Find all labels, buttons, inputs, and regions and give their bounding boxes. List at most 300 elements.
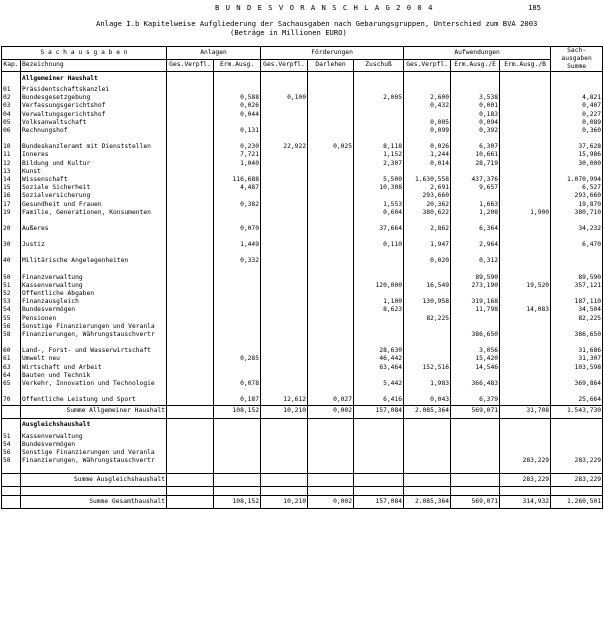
cell-a-ges xyxy=(167,339,214,347)
cell-bez: Wissenschaft xyxy=(21,176,167,184)
cell-kap: 30 xyxy=(2,241,21,249)
cell-f-zusch xyxy=(354,119,404,127)
cell-a-ges xyxy=(167,176,214,184)
cell-f-darl xyxy=(308,111,354,119)
cell-a-ges xyxy=(167,474,214,487)
cell-bez: Finanzverwaltung xyxy=(21,274,167,282)
table-row xyxy=(2,241,603,249)
cell-a-ges xyxy=(167,135,214,143)
cell-w-erm-b xyxy=(500,143,551,151)
cell-w-ges xyxy=(404,135,451,143)
cell-w-ges: 0,432 xyxy=(404,102,451,110)
cell-w-ges xyxy=(404,449,451,457)
cell-f-darl xyxy=(308,355,354,363)
cell-a-erm: 0,588 xyxy=(214,94,261,102)
cell-a-erm xyxy=(214,372,261,380)
page-title: Anlage I.b Kapitelweise Aufgliederung der Sachausgaben nach Gebarungsgruppen, Unterschied zum BVA 2003 xyxy=(96,19,538,28)
cell-w-ges: 2.085,364 xyxy=(404,405,451,418)
cell-kap: 01 xyxy=(2,86,21,94)
cell-w-erm-b xyxy=(500,241,551,249)
cell-a-erm xyxy=(214,298,261,306)
cell-f-zusch xyxy=(354,217,404,225)
cell-f-zusch: 46,442 xyxy=(354,355,404,363)
cell-f-zusch: 2,307 xyxy=(354,160,404,168)
cell-w-erm-e: 386,650 xyxy=(451,331,500,339)
cell-w-erm-e: 15,420 xyxy=(451,355,500,363)
cell-w-erm-e: 3,056 xyxy=(451,347,500,355)
cell-bez: Finanzierungen, Währungstauschvertr xyxy=(21,331,167,339)
cell-f-ges xyxy=(261,474,308,487)
cell-w-erm-e xyxy=(451,249,500,257)
cell-f-zusch: 8,623 xyxy=(354,306,404,314)
cell-a-ges xyxy=(167,418,214,433)
cell-w-erm-b xyxy=(500,465,551,474)
page-subtitle: (Beträge in Millionen EURO) xyxy=(230,28,347,37)
cell-bez: Verwaltungsgerichtshof xyxy=(21,111,167,119)
cell-a-erm xyxy=(214,282,261,290)
table-row xyxy=(2,143,603,151)
cell-f-zusch: 1,553 xyxy=(354,201,404,209)
cell-summe xyxy=(551,433,603,441)
cell-w-erm-e: 1,208 xyxy=(451,209,500,217)
cell-a-ges xyxy=(167,111,214,119)
cell-w-ges: 1,947 xyxy=(404,241,451,249)
cell-f-darl xyxy=(308,225,354,233)
cell-w-erm-e: 2,964 xyxy=(451,241,500,249)
cell-a-erm xyxy=(214,86,261,94)
cell-w-ges: 20,362 xyxy=(404,201,451,209)
cell-summe: 4,821 xyxy=(551,94,603,102)
cell-w-erm-b xyxy=(500,225,551,233)
cell-a-erm: 0,078 xyxy=(214,380,261,388)
table-row xyxy=(2,372,603,380)
cell-f-ges xyxy=(261,209,308,217)
cell-kap: 15 xyxy=(2,184,21,192)
cell-kap xyxy=(2,487,21,496)
cell-w-erm-e: 6,364 xyxy=(451,225,500,233)
cell-w-erm-b xyxy=(500,119,551,127)
cell-w-erm-e xyxy=(451,441,500,449)
cell-summe: 1.260,501 xyxy=(551,496,603,509)
cell-kap: 54 xyxy=(2,306,21,314)
cell-w-ges xyxy=(404,487,451,496)
cell-a-erm xyxy=(214,192,261,200)
cell-summe xyxy=(551,249,603,257)
cell-w-ges: 2,862 xyxy=(404,225,451,233)
cell-summe xyxy=(551,290,603,298)
cell-bez: Verfassungsgerichtshof xyxy=(21,102,167,110)
cell-f-darl xyxy=(308,372,354,380)
cell-f-zusch: 157,084 xyxy=(354,405,404,418)
cell-f-zusch xyxy=(354,111,404,119)
cell-f-ges xyxy=(261,233,308,241)
cell-summe xyxy=(551,418,603,433)
cell-a-ges xyxy=(167,127,214,135)
cell-f-darl xyxy=(308,339,354,347)
cell-a-erm: 1,040 xyxy=(214,160,261,168)
cell-w-ges xyxy=(404,457,451,465)
cell-a-erm xyxy=(214,449,261,457)
cell-bez: Bundesvermögen xyxy=(21,441,167,449)
cell-a-ges xyxy=(167,233,214,241)
cell-summe xyxy=(551,233,603,241)
cell-bez: Summe Ausgleichshaushalt xyxy=(21,474,167,487)
cell-summe: 31,307 xyxy=(551,355,603,363)
table-row xyxy=(2,380,603,388)
cell-summe xyxy=(551,465,603,474)
cell-kap: 51 xyxy=(2,282,21,290)
spacer-row xyxy=(2,249,603,257)
cell-f-darl xyxy=(308,290,354,298)
cell-w-erm-b xyxy=(500,86,551,94)
cell-bez: Familie, Generationen, Konsumenten xyxy=(21,209,167,217)
cell-w-ges: 0,005 xyxy=(404,119,451,127)
cell-a-ges xyxy=(167,396,214,405)
cell-a-ges xyxy=(167,323,214,331)
cell-f-ges xyxy=(261,192,308,200)
cell-w-erm-b xyxy=(500,441,551,449)
header-anlagen: Anlagen xyxy=(167,47,261,60)
cell-a-ges xyxy=(167,355,214,363)
cell-a-ges xyxy=(167,72,214,87)
col-bezeichnung: Bezeichnung xyxy=(21,59,167,72)
cell-w-erm-b xyxy=(500,487,551,496)
cell-a-erm: 108,152 xyxy=(214,496,261,509)
page-number: 185 xyxy=(528,3,541,12)
cell-w-erm-b xyxy=(500,102,551,110)
cell-f-darl xyxy=(308,433,354,441)
cell-kap: 63 xyxy=(2,364,21,372)
cell-w-erm-e xyxy=(451,72,500,87)
cell-kap xyxy=(2,474,21,487)
cell-f-darl xyxy=(308,282,354,290)
spacer-row xyxy=(2,388,603,396)
cell-w-erm-e xyxy=(451,86,500,94)
cell-kap xyxy=(2,405,21,418)
cell-kap: 16 xyxy=(2,192,21,200)
cell-summe xyxy=(551,72,603,87)
cell-w-erm-e: 6,307 xyxy=(451,143,500,151)
cell-f-zusch: 0,604 xyxy=(354,209,404,217)
cell-summe xyxy=(551,257,603,265)
cell-a-erm: 0,382 xyxy=(214,201,261,209)
sachausgaben-table xyxy=(1,46,603,509)
cell-a-erm xyxy=(214,331,261,339)
cell-f-ges xyxy=(261,168,308,176)
cell-w-erm-e xyxy=(451,315,500,323)
cell-f-zusch: 0,110 xyxy=(354,241,404,249)
table-row xyxy=(2,449,603,457)
cell-kap xyxy=(2,339,21,347)
cell-w-ges: 0,014 xyxy=(404,160,451,168)
cell-f-darl xyxy=(308,209,354,217)
cell-kap: 56 xyxy=(2,449,21,457)
cell-bez: Wirtschaft und Arbeit xyxy=(21,364,167,372)
col-kap: Kap. xyxy=(2,59,21,72)
cell-bez: Bundesvermögen xyxy=(21,306,167,314)
cell-a-ges xyxy=(167,388,214,396)
cell-w-ges: 16,549 xyxy=(404,282,451,290)
cell-summe: 283,229 xyxy=(551,474,603,487)
cell-kap xyxy=(2,465,21,474)
cell-bez: Justiz xyxy=(21,241,167,249)
cell-bez: Gesundheit und Frauen xyxy=(21,201,167,209)
section-row xyxy=(2,418,603,433)
cell-f-darl xyxy=(308,249,354,257)
cell-a-ges xyxy=(167,298,214,306)
cell-f-zusch xyxy=(354,290,404,298)
spacer-row xyxy=(2,339,603,347)
cell-bez xyxy=(21,135,167,143)
cell-bez: Kassenverwaltung xyxy=(21,282,167,290)
cell-f-ges xyxy=(261,266,308,274)
cell-kap: 65 xyxy=(2,380,21,388)
cell-kap: 58 xyxy=(2,331,21,339)
cell-f-darl xyxy=(308,160,354,168)
cell-kap xyxy=(2,418,21,433)
cell-kap: 02 xyxy=(2,94,21,102)
cell-summe: 15,986 xyxy=(551,151,603,159)
col-foerderungen-darlehen: Darlehen xyxy=(308,59,354,72)
cell-f-zusch xyxy=(354,274,404,282)
cell-summe: 187,110 xyxy=(551,298,603,306)
cell-a-erm xyxy=(214,72,261,87)
cell-kap: 61 xyxy=(2,355,21,363)
cell-summe: 34,504 xyxy=(551,306,603,314)
cell-w-erm-e: 6,379 xyxy=(451,396,500,405)
cell-summe: 30,000 xyxy=(551,160,603,168)
cell-a-erm: 108,152 xyxy=(214,405,261,418)
cell-kap: 50 xyxy=(2,274,21,282)
cell-w-ges xyxy=(404,474,451,487)
sum-row xyxy=(2,405,603,418)
cell-w-erm-e: 89,590 xyxy=(451,274,500,282)
cell-f-ges xyxy=(261,241,308,249)
cell-w-erm-e: 319,168 xyxy=(451,298,500,306)
cell-w-erm-b xyxy=(500,339,551,347)
cell-summe xyxy=(551,388,603,396)
cell-bez: Summe Allgemeiner Haushalt xyxy=(21,405,167,418)
cell-summe xyxy=(551,266,603,274)
cell-f-ges xyxy=(261,339,308,347)
cell-a-ges xyxy=(167,266,214,274)
cell-summe: 1.070,994 xyxy=(551,176,603,184)
cell-w-ges xyxy=(404,418,451,433)
cell-w-ges: 2,600 xyxy=(404,94,451,102)
cell-a-erm: 0,044 xyxy=(214,111,261,119)
cell-summe: 386,650 xyxy=(551,331,603,339)
cell-summe: 0,227 xyxy=(551,111,603,119)
cell-kap: 58 xyxy=(2,457,21,465)
cell-w-erm-e xyxy=(451,135,500,143)
cell-f-zusch: 157,084 xyxy=(354,496,404,509)
cell-w-erm-e: 273,190 xyxy=(451,282,500,290)
spacer-row xyxy=(2,266,603,274)
cell-summe: 0,360 xyxy=(551,127,603,135)
header-sachausgaben: S a c h a u s g a b e n xyxy=(2,47,167,60)
cell-w-erm-e: 0,312 xyxy=(451,257,500,265)
cell-f-darl xyxy=(308,331,354,339)
cell-bez: Pensionen xyxy=(21,315,167,323)
cell-summe: 0,089 xyxy=(551,119,603,127)
spacer-row xyxy=(2,233,603,241)
cell-bez: Ausgleichshaushalt xyxy=(21,418,167,433)
cell-bez xyxy=(21,487,167,496)
col-anlagen-ges-verpfl: Ges.Verpfl. xyxy=(167,59,214,72)
cell-kap: 40 xyxy=(2,257,21,265)
header-foerderungen: Förderungen xyxy=(261,47,404,60)
cell-f-ges xyxy=(261,282,308,290)
cell-bez: Summe Gesamthaushalt xyxy=(21,496,167,509)
cell-f-ges xyxy=(261,441,308,449)
cell-f-darl xyxy=(308,257,354,265)
cell-w-ges: 0,099 xyxy=(404,127,451,135)
cell-w-erm-e: 3,538 xyxy=(451,94,500,102)
cell-a-erm: 4,487 xyxy=(214,184,261,192)
cell-w-erm-e: 437,376 xyxy=(451,176,500,184)
cell-f-ges xyxy=(261,290,308,298)
cell-bez: Militärische Angelegenheiten xyxy=(21,257,167,265)
cell-summe xyxy=(551,135,603,143)
cell-f-zusch xyxy=(354,331,404,339)
cell-f-ges xyxy=(261,249,308,257)
cell-a-ges xyxy=(167,290,214,298)
cell-f-zusch xyxy=(354,441,404,449)
cell-f-ges: 10,210 xyxy=(261,405,308,418)
cell-f-darl xyxy=(308,306,354,314)
cell-f-darl xyxy=(308,465,354,474)
cell-a-ges xyxy=(167,282,214,290)
cell-f-darl xyxy=(308,86,354,94)
cell-f-darl xyxy=(308,457,354,465)
cell-kap: 53 xyxy=(2,298,21,306)
cell-f-ges xyxy=(261,465,308,474)
table-row xyxy=(2,94,603,102)
cell-w-erm-b: 314,932 xyxy=(500,496,551,509)
cell-f-ges xyxy=(261,306,308,314)
cell-f-darl: 0,027 xyxy=(308,396,354,405)
cell-a-erm xyxy=(214,433,261,441)
cell-bez: Sozialversicherung xyxy=(21,192,167,200)
cell-f-zusch xyxy=(354,323,404,331)
cell-w-ges xyxy=(404,331,451,339)
cell-a-ges xyxy=(167,257,214,265)
cell-summe: 293,660 xyxy=(551,192,603,200)
cell-summe: 37,628 xyxy=(551,143,603,151)
cell-w-ges xyxy=(404,217,451,225)
header-aufwendungen: Aufwendungen xyxy=(404,47,551,60)
cell-f-ges: 0,100 xyxy=(261,94,308,102)
cell-w-erm-b xyxy=(500,266,551,274)
cell-f-darl xyxy=(308,315,354,323)
cell-w-erm-b: 31,708 xyxy=(500,405,551,418)
cell-f-zusch xyxy=(354,249,404,257)
cell-f-zusch xyxy=(354,372,404,380)
cell-w-erm-b xyxy=(500,111,551,119)
cell-summe: 31,686 xyxy=(551,347,603,355)
cell-w-erm-e xyxy=(451,465,500,474)
cell-f-ges xyxy=(261,487,308,496)
cell-w-erm-b: 14,083 xyxy=(500,306,551,314)
cell-f-ges xyxy=(261,127,308,135)
table-row xyxy=(2,151,603,159)
table-row xyxy=(2,257,603,265)
table-row xyxy=(2,355,603,363)
table-row xyxy=(2,160,603,168)
table-row xyxy=(2,323,603,331)
cell-summe: 1.543,730 xyxy=(551,405,603,418)
cell-w-erm-e xyxy=(451,168,500,176)
cell-w-erm-b xyxy=(500,184,551,192)
cell-a-ges xyxy=(167,457,214,465)
cell-w-erm-e xyxy=(451,339,500,347)
cell-a-erm xyxy=(214,418,261,433)
cell-f-ges xyxy=(261,86,308,94)
cell-w-ges: 0,020 xyxy=(404,257,451,265)
cell-w-erm-e xyxy=(451,217,500,225)
cell-w-ges: 82,225 xyxy=(404,315,451,323)
cell-f-zusch xyxy=(354,266,404,274)
cell-summe xyxy=(551,323,603,331)
cell-w-erm-b: 283,229 xyxy=(500,474,551,487)
cell-a-ges xyxy=(167,449,214,457)
cell-summe: 89,590 xyxy=(551,274,603,282)
cell-f-ges xyxy=(261,433,308,441)
cell-a-erm xyxy=(214,249,261,257)
cell-a-erm: 0,026 xyxy=(214,102,261,110)
cell-bez: Finanzierungen, Währungstauschvertr xyxy=(21,457,167,465)
cell-kap: 14 xyxy=(2,176,21,184)
cell-summe xyxy=(551,168,603,176)
cell-a-erm: 0,070 xyxy=(214,225,261,233)
cell-w-erm-b xyxy=(500,72,551,87)
cell-w-erm-b xyxy=(500,274,551,282)
cell-f-zusch: 120,000 xyxy=(354,282,404,290)
cell-f-ges xyxy=(261,298,308,306)
cell-w-erm-b xyxy=(500,298,551,306)
cell-kap: 05 xyxy=(2,119,21,127)
cell-bez: Sonstige Finanzierungen und Veranla xyxy=(21,323,167,331)
cell-summe xyxy=(551,372,603,380)
cell-f-darl xyxy=(308,217,354,225)
cell-f-zusch xyxy=(354,257,404,265)
cell-f-ges xyxy=(261,119,308,127)
cell-w-erm-e xyxy=(451,474,500,487)
cell-f-zusch xyxy=(354,449,404,457)
cell-a-erm xyxy=(214,135,261,143)
cell-w-ges xyxy=(404,339,451,347)
cell-summe: 369,864 xyxy=(551,380,603,388)
table-row xyxy=(2,168,603,176)
cell-kap xyxy=(2,266,21,274)
cell-kap: 03 xyxy=(2,102,21,110)
cell-f-zusch: 2,005 xyxy=(354,94,404,102)
sum-row xyxy=(2,474,603,487)
cell-w-ges xyxy=(404,168,451,176)
cell-bez: Umwelt neu xyxy=(21,355,167,363)
cell-w-erm-b xyxy=(500,372,551,380)
cell-kap: 12 xyxy=(2,160,21,168)
table-row xyxy=(2,315,603,323)
cell-w-erm-b xyxy=(500,192,551,200)
cell-summe xyxy=(551,86,603,94)
cell-a-erm xyxy=(214,266,261,274)
cell-summe: 25,664 xyxy=(551,396,603,405)
table-row xyxy=(2,102,603,110)
table-row xyxy=(2,298,603,306)
cell-a-ges xyxy=(167,94,214,102)
cell-f-zusch xyxy=(354,465,404,474)
